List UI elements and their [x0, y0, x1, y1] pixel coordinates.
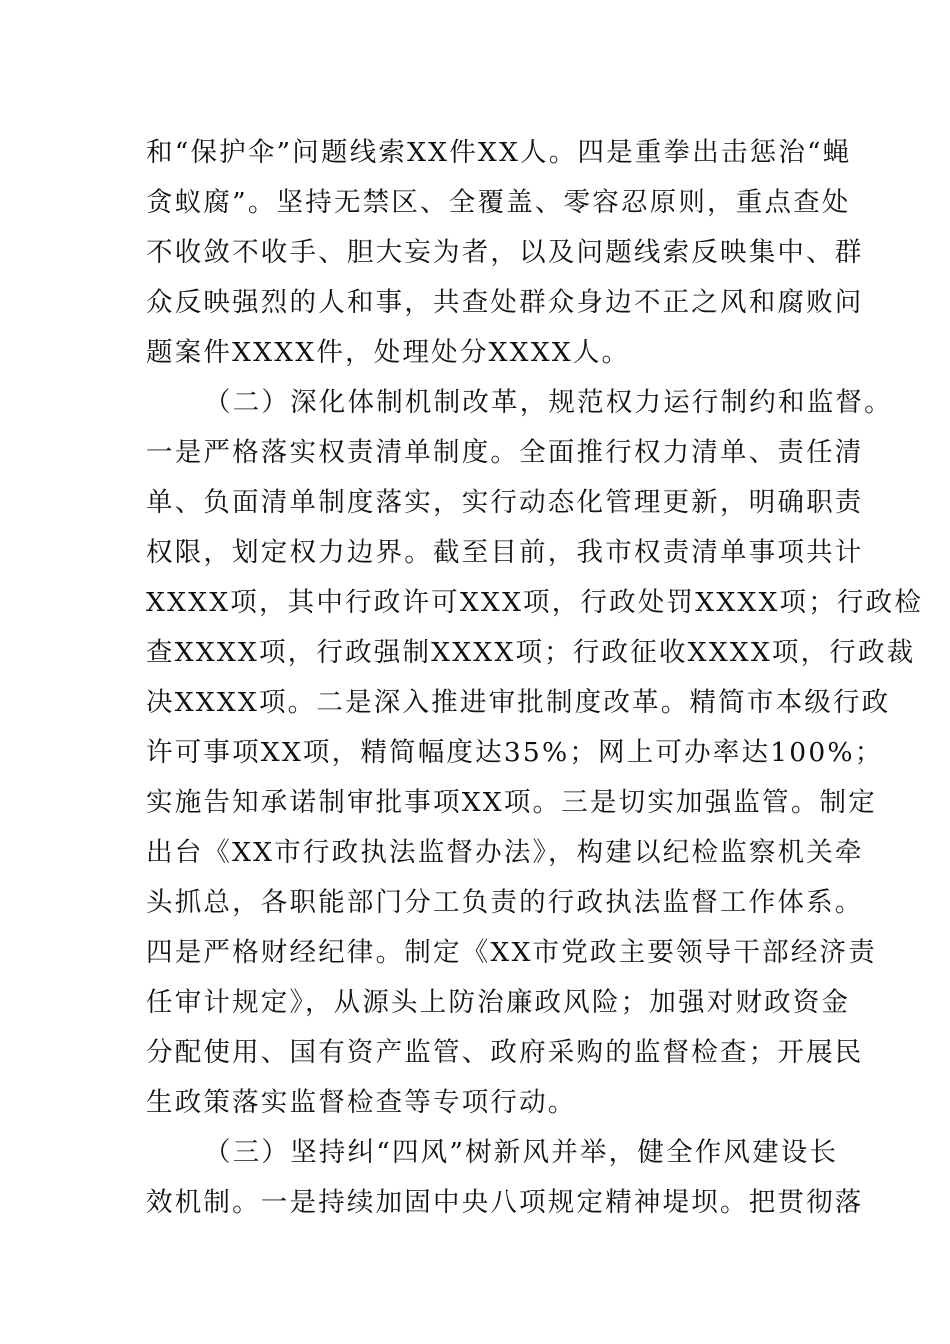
text-line: 众反映强烈的人和事，共查处群众身边不正之风和腐败问	[146, 287, 864, 318]
text-line: 权限，划定权力边界。截至目前，我市权责清单事项共计	[146, 537, 864, 568]
text-line: 一是严格落实权责清单制度。全面推行权力清单、责任清	[146, 437, 864, 468]
text-line: 查XXXX项，行政强制XXXX项；行政征收XXXX项，行政裁	[146, 637, 916, 668]
text-line: 和“保护伞”问题线索XX件XX人。四是重拳出击惩治“蝇	[146, 137, 852, 168]
text-line: XXXX项，其中行政许可XXX项，行政处罚XXXX项；行政检	[146, 587, 924, 618]
text-line: 头抓总，各职能部门分工负责的行政执法监督工作体系。	[146, 887, 864, 918]
text-line: 出台《XX市行政执法监督办法》，构建以纪检监察机关牵	[146, 837, 864, 868]
text-line: 四是严格财经纪律。制定《XX市党政主要领导干部经济责	[146, 937, 877, 968]
section-heading-3: （三）坚持纠“四风”树新风并举，健全作风建设长	[204, 1137, 839, 1168]
text-line: 任审计规定》，从源头上防治廉政风险；加强对财政资金	[146, 987, 851, 1018]
text-line: 实施告知承诺制审批事项XX项。三是切实加强监管。制定	[146, 787, 877, 818]
text-line: 决XXXX项。二是深入推进审批制度改革。精简市本级行政	[146, 687, 891, 718]
text-line: 不收敛不收手、胆大妄为者，以及问题线索反映集中、群	[146, 237, 864, 268]
text-line: 生政策落实监督检查等专项行动。	[146, 1087, 577, 1118]
text-line: 题案件XXXX件，处理处分XXXX人。	[146, 337, 631, 368]
text-line: 单、负面清单制度落实，实行动态化管理更新，明确职责	[146, 487, 864, 518]
text-line: 分配使用、国有资产监管、政府采购的监督检查；开展民	[146, 1037, 864, 1068]
text-line: 效机制。一是持续加固中央八项规定精神堤坝。把贯彻落	[146, 1187, 864, 1218]
text-line: 贪蚁腐”。坚持无禁区、全覆盖、零容忍原则，重点查处	[146, 187, 851, 218]
text-line: 许可事项XX项，精简幅度达35%；网上可办率达100%；	[146, 737, 884, 768]
section-heading-2: （二）深化体制机制改革，规范权力运行制约和监督。	[204, 387, 893, 418]
